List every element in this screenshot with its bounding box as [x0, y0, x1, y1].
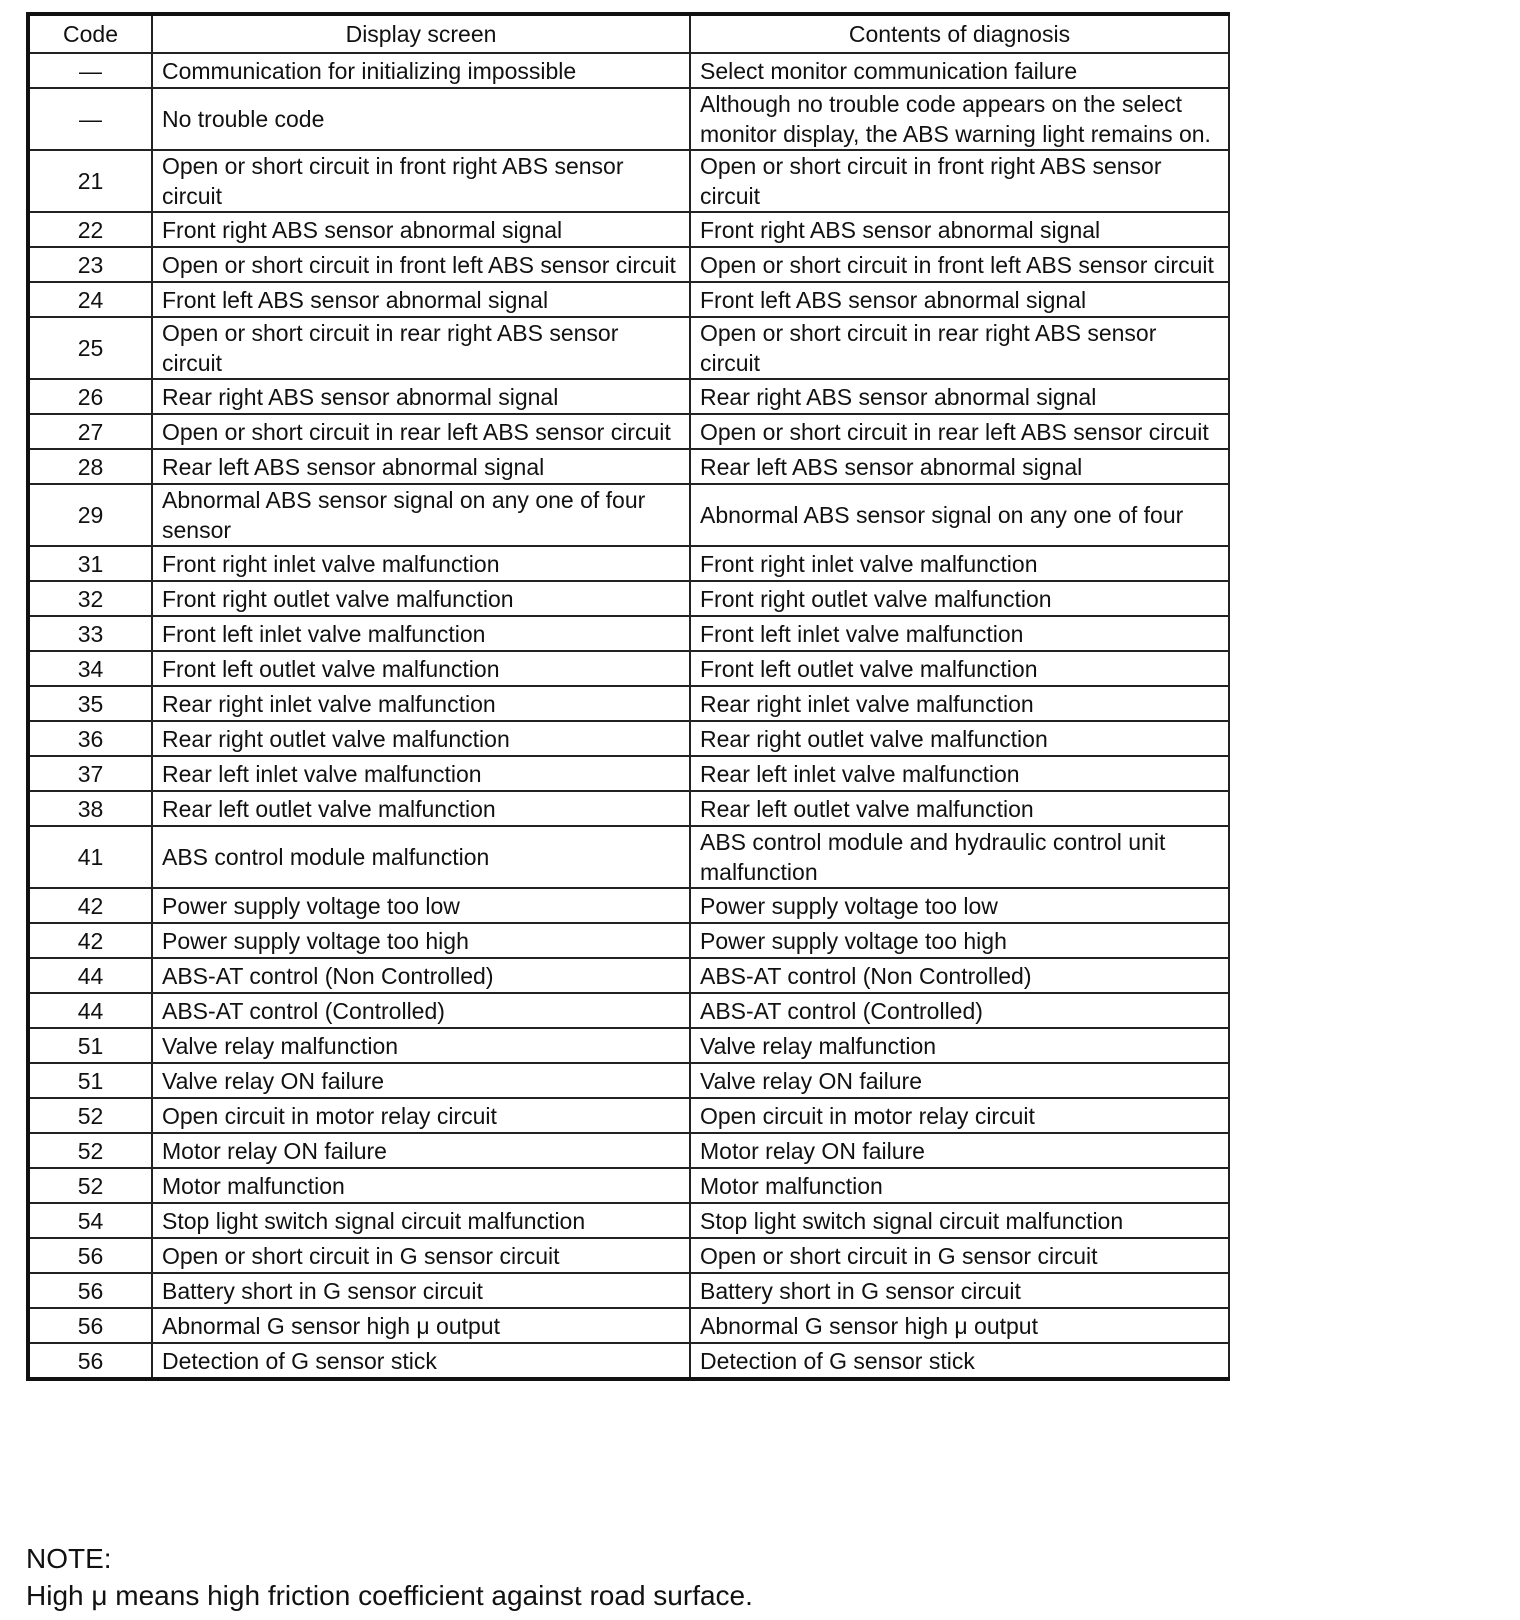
display-screen-cell: Rear right outlet valve malfunction	[152, 721, 690, 756]
code-cell: 51	[28, 1028, 152, 1063]
code-cell: 24	[28, 282, 152, 317]
table-row	[28, 247, 1229, 282]
display-screen-cell: Rear right ABS sensor abnormal signal	[152, 379, 690, 414]
code-cell: 56	[28, 1308, 152, 1343]
display-screen-cell: ABS-AT control (Controlled)	[152, 993, 690, 1028]
contents-cell: Front left outlet valve malfunction	[690, 651, 1229, 686]
display-screen-cell: Valve relay ON failure	[152, 1063, 690, 1098]
display-screen-cell: Open or short circuit in rear right ABS sensor circuit	[152, 317, 690, 379]
contents-cell: Abnormal G sensor high μ output	[690, 1308, 1229, 1343]
display-screen-cell: Abnormal ABS sensor signal on any one of four sensor	[152, 484, 690, 546]
display-screen-cell: Front right ABS sensor abnormal signal	[152, 212, 690, 247]
table-row	[28, 791, 1229, 826]
code-cell: 42	[28, 923, 152, 958]
contents-cell: Front right inlet valve malfunction	[690, 546, 1229, 581]
table-row	[28, 484, 1229, 546]
code-cell: 52	[28, 1098, 152, 1133]
contents-cell: Front left ABS sensor abnormal signal	[690, 282, 1229, 317]
display-screen-cell: Rear left inlet valve malfunction	[152, 756, 690, 791]
code-cell: 33	[28, 616, 152, 651]
table-row	[28, 53, 1229, 88]
code-cell: —	[28, 53, 152, 88]
code-cell: 56	[28, 1238, 152, 1273]
display-screen-cell: Front right outlet valve malfunction	[152, 581, 690, 616]
contents-cell: Power supply voltage too high	[690, 923, 1229, 958]
display-screen-cell: Front right inlet valve malfunction	[152, 546, 690, 581]
code-cell: 35	[28, 686, 152, 721]
table-row	[28, 686, 1229, 721]
table-row	[28, 1133, 1229, 1168]
table-row	[28, 150, 1229, 212]
display-screen-cell: Rear left ABS sensor abnormal signal	[152, 449, 690, 484]
display-screen-cell: Open or short circuit in rear left ABS sensor circuit	[152, 414, 690, 449]
code-cell: 31	[28, 546, 152, 581]
display-screen-cell: Open or short circuit in G sensor circuit	[152, 1238, 690, 1273]
contents-cell: Detection of G sensor stick	[690, 1343, 1229, 1379]
table-row	[28, 1343, 1229, 1379]
code-cell: 26	[28, 379, 152, 414]
display-screen-cell: Stop light switch signal circuit malfunction	[152, 1203, 690, 1238]
contents-cell: Rear left inlet valve malfunction	[690, 756, 1229, 791]
code-cell: 21	[28, 150, 152, 212]
note-text: High μ means high friction coefficient against road surface.	[26, 1580, 753, 1611]
display-screen-cell: ABS-AT control (Non Controlled)	[152, 958, 690, 993]
display-screen-cell: Rear left outlet valve malfunction	[152, 791, 690, 826]
display-screen-cell: Battery short in G sensor circuit	[152, 1273, 690, 1308]
table-row	[28, 826, 1229, 888]
contents-cell: Front right ABS sensor abnormal signal	[690, 212, 1229, 247]
contents-cell: Abnormal ABS sensor signal on any one of four	[690, 484, 1229, 546]
contents-cell: Rear left outlet valve malfunction	[690, 791, 1229, 826]
code-cell: 23	[28, 247, 152, 282]
code-cell: 54	[28, 1203, 152, 1238]
code-cell: 41	[28, 826, 152, 888]
contents-cell: Rear right inlet valve malfunction	[690, 686, 1229, 721]
table-row	[28, 616, 1229, 651]
contents-cell: Valve relay malfunction	[690, 1028, 1229, 1063]
table-row	[28, 212, 1229, 247]
table-row	[28, 546, 1229, 581]
code-cell: 56	[28, 1343, 152, 1379]
display-screen-cell: Power supply voltage too high	[152, 923, 690, 958]
contents-cell: Motor malfunction	[690, 1168, 1229, 1203]
contents-cell: ABS-AT control (Controlled)	[690, 993, 1229, 1028]
contents-cell: Open or short circuit in front right ABS sensor circuit	[690, 150, 1229, 212]
contents-cell: Open or short circuit in rear left ABS sensor circuit	[690, 414, 1229, 449]
header-display-screen: Display screen	[152, 14, 690, 53]
table-row	[28, 651, 1229, 686]
display-screen-cell: ABS control module malfunction	[152, 826, 690, 888]
contents-cell: Rear right outlet valve malfunction	[690, 721, 1229, 756]
contents-cell: Rear right ABS sensor abnormal signal	[690, 379, 1229, 414]
table-row	[28, 1273, 1229, 1308]
display-screen-cell: Open or short circuit in front left ABS sensor circuit	[152, 247, 690, 282]
code-cell: 29	[28, 484, 152, 546]
table-header-row	[28, 14, 1229, 53]
code-cell: 56	[28, 1273, 152, 1308]
table-row	[28, 1063, 1229, 1098]
code-cell: 51	[28, 1063, 152, 1098]
code-cell: 25	[28, 317, 152, 379]
code-cell: 44	[28, 993, 152, 1028]
code-cell: 38	[28, 791, 152, 826]
contents-cell: Select monitor communication failure	[690, 53, 1229, 88]
code-cell: 28	[28, 449, 152, 484]
contents-cell: Stop light switch signal circuit malfunction	[690, 1203, 1229, 1238]
trouble-code-table	[26, 12, 1230, 1381]
contents-cell: Open or short circuit in rear right ABS sensor circuit	[690, 317, 1229, 379]
table-row	[28, 721, 1229, 756]
contents-cell: Motor relay ON failure	[690, 1133, 1229, 1168]
contents-cell: Open or short circuit in front left ABS sensor circuit	[690, 247, 1229, 282]
table-body	[28, 53, 1229, 1379]
table-row	[28, 756, 1229, 791]
table-row	[28, 958, 1229, 993]
contents-cell: Although no trouble code appears on the select monitor display, the ABS warning light remains on.	[690, 88, 1229, 150]
table-row	[28, 414, 1229, 449]
contents-cell: Front left inlet valve malfunction	[690, 616, 1229, 651]
code-cell: 52	[28, 1133, 152, 1168]
contents-cell: ABS control module and hydraulic control unit malfunction	[690, 826, 1229, 888]
code-cell: 32	[28, 581, 152, 616]
code-cell: 42	[28, 888, 152, 923]
table-row	[28, 1168, 1229, 1203]
code-cell: 44	[28, 958, 152, 993]
table-row	[28, 317, 1229, 379]
table-row	[28, 1028, 1229, 1063]
table-row	[28, 888, 1229, 923]
code-cell: 27	[28, 414, 152, 449]
code-cell: 36	[28, 721, 152, 756]
header-code: Code	[28, 14, 152, 53]
contents-cell: ABS-AT control (Non Controlled)	[690, 958, 1229, 993]
table-row	[28, 379, 1229, 414]
display-screen-cell: Abnormal G sensor high μ output	[152, 1308, 690, 1343]
contents-cell: Power supply voltage too low	[690, 888, 1229, 923]
contents-cell: Open circuit in motor relay circuit	[690, 1098, 1229, 1133]
display-screen-cell: Detection of G sensor stick	[152, 1343, 690, 1379]
contents-cell: Battery short in G sensor circuit	[690, 1273, 1229, 1308]
table-row	[28, 282, 1229, 317]
display-screen-cell: No trouble code	[152, 88, 690, 150]
display-screen-cell: Front left ABS sensor abnormal signal	[152, 282, 690, 317]
display-screen-cell: Power supply voltage too low	[152, 888, 690, 923]
table-row	[28, 449, 1229, 484]
contents-cell: Open or short circuit in G sensor circuit	[690, 1238, 1229, 1273]
note-section	[26, 1540, 753, 1614]
table-row	[28, 1238, 1229, 1273]
table-row	[28, 581, 1229, 616]
display-screen-cell: Valve relay malfunction	[152, 1028, 690, 1063]
table-row	[28, 1203, 1229, 1238]
contents-cell: Front right outlet valve malfunction	[690, 581, 1229, 616]
code-cell: 34	[28, 651, 152, 686]
header-contents-of-diagnosis: Contents of diagnosis	[690, 14, 1229, 53]
code-cell: —	[28, 88, 152, 150]
table-row	[28, 923, 1229, 958]
display-screen-cell: Rear right inlet valve malfunction	[152, 686, 690, 721]
contents-cell: Valve relay ON failure	[690, 1063, 1229, 1098]
display-screen-cell: Front left inlet valve malfunction	[152, 616, 690, 651]
code-cell: 52	[28, 1168, 152, 1203]
code-cell: 22	[28, 212, 152, 247]
table-row	[28, 1098, 1229, 1133]
display-screen-cell: Front left outlet valve malfunction	[152, 651, 690, 686]
display-screen-cell: Open or short circuit in front right ABS sensor circuit	[152, 150, 690, 212]
display-screen-cell: Open circuit in motor relay circuit	[152, 1098, 690, 1133]
table-row	[28, 1308, 1229, 1343]
code-cell: 37	[28, 756, 152, 791]
display-screen-cell: Motor malfunction	[152, 1168, 690, 1203]
contents-cell: Rear left ABS sensor abnormal signal	[690, 449, 1229, 484]
table-row	[28, 88, 1229, 150]
display-screen-cell: Communication for initializing impossible	[152, 53, 690, 88]
table-row	[28, 993, 1229, 1028]
note-label: NOTE:	[26, 1543, 112, 1574]
display-screen-cell: Motor relay ON failure	[152, 1133, 690, 1168]
